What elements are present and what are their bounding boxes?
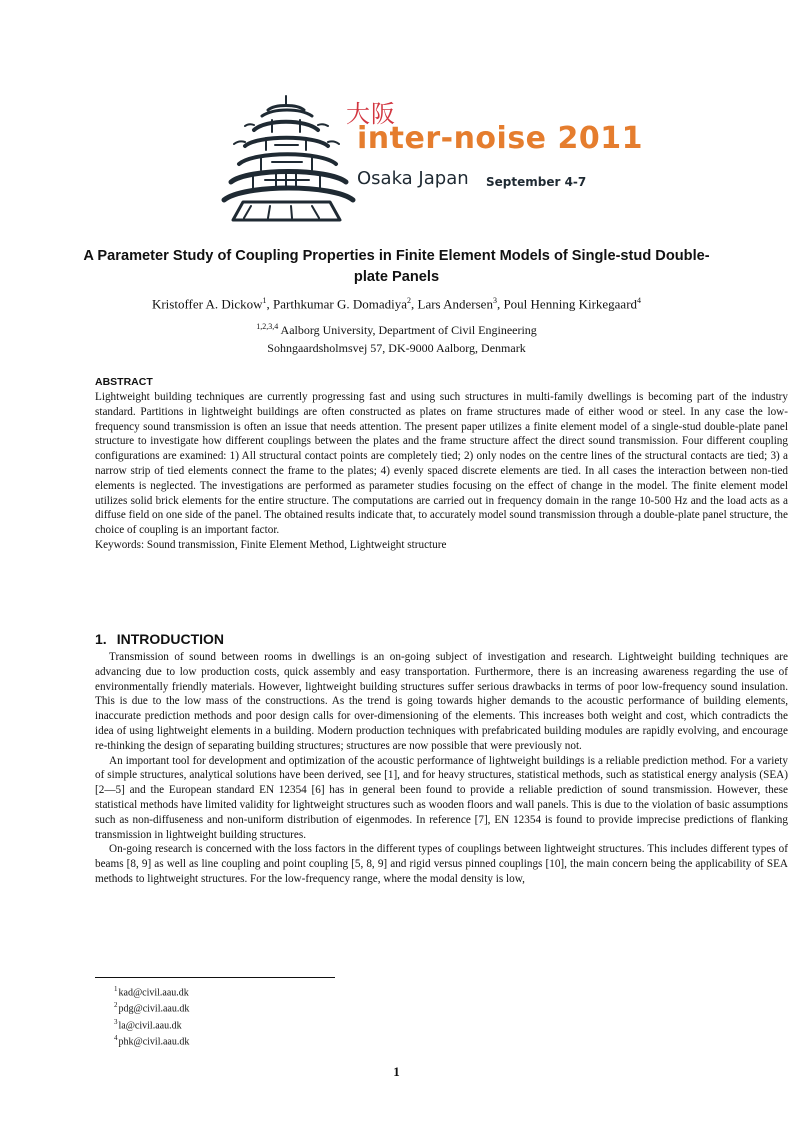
author-name: Kristoffer A. Dickow [151, 296, 263, 312]
affiliation-line-2: Sohngaardsholmsvej 57, DK-9000 Aalborg, Denmark [267, 341, 526, 355]
footnote [114, 1032, 189, 1048]
introduction-paragraph: Transmission of sound between rooms in dwellings is an on-going subject of investigation and research. Lightweight building techniques are advancing due to low production costs, quick assembly and easy transportation. Furthermore, there is an increasing awareness regarding the use of environmentally friendly materials. However, lightweight building structures suffer serious drawbacks in terms of poor low-frequency sound insulation. This is due to the low mass of the constructions. As the trend is going towards higher demands to the acoustic performance of building elements, inaccurate prediction methods and poor design calls for over-dimensioning of the elements. This increases both weight and cost, which contradicts the idea of using lightweight elements in a building. Modern production techniques with prefabricated building modules are rapidly evolving, and encourage re-thinking the design of separating building structures; structures are now possible that were previously not. [95, 651, 788, 752]
section-heading [95, 632, 224, 646]
author-name: Poul Henning Kirkegaard [503, 296, 638, 312]
conference-brand: inter-noise 2011 [357, 121, 643, 156]
conference-dates: September 4-7 [486, 175, 587, 189]
author-name: Lars Andersen [417, 296, 493, 312]
author-line: Kristoffer A. Dickow$^1$, Parthkumar G. Domadiya$^2$, Lars Andersen$^3$, Poul Henning Kirkegaard$^4$ [151, 296, 642, 312]
paper-title: A Parameter Study of Coupling Properties in Finite Element Models of Single-stud Double-plate Panels [83, 248, 710, 285]
footnote-email: pdg@civil.aau.dk [118, 1003, 190, 1015]
page-number: 1 [393, 1064, 400, 1079]
abstract-heading: ABSTRACT [95, 376, 153, 388]
footnote-marker: 4 [114, 1033, 118, 1042]
affiliation-block [0, 318, 793, 357]
affiliation-line-1: Aalborg University, Department of Civil Engineering [280, 323, 537, 337]
footnote-divider [95, 977, 335, 978]
footnote-email: phk@civil.aau.dk [118, 1036, 190, 1048]
section-title: INTRODUCTION [116, 631, 225, 647]
footnote-email: kad@civil.aau.dk [118, 987, 189, 999]
introduction-paragraph: On-going research is concerned with the loss factors in the different types of couplings between lightweight structures. This includes different types of beams [8, 9] as well as line coupling and point coupling [5, 8, 9] and rigid versus pinned couplings [10], the main concern being the applicability of SEA methods to lightweight structures. For the low-frequency range, where the modal density is low, [95, 843, 788, 885]
footnote-list [114, 983, 189, 1048]
footnote-email: la@civil.aau.dk [118, 1019, 182, 1031]
author-superscript: 3 [492, 296, 497, 305]
author-superscript: 2 [407, 296, 411, 305]
abstract-text: Lightweight building techniques are currently progressing fast and using such structures in multi-family dwellings is becoming part of the industry standard. Partitions in lightweight buildings are often constructed as plates on frame structures made of either wood or steel. In any case the low-frequency sound transmission is often an issue that needs attention. The present paper utilizes a finite element model of a single-stud double-plate panel structure to investigate how different couplings between the plates and the frame structure affect the direct sound transmission. Four different coupling configurations are examined: 1) All structural contact points are completely tied; 2) only nodes on the centre lines of the structural contacts are tied; 3) a narrow strip of tied elements connect the frame to the plates; 4) evenly spaced discrete elements are tied. In all cases the interaction between non-tied elements is neglected. The investigations are performed as parameter studies focusing on the effect of change in the model. The finite element model utilizes solid brick elements for the entire structure. The computations are carried out in frequency domain in the range 10-500 Hz and the load acts as a diffuse field on one side of the panel. The obtained results indicate that, to accurately model sound transmission through a double-plate panel structure, the choice of coupling is an important factor. [95, 391, 788, 537]
section-number: 1. [95, 631, 107, 647]
footnote [114, 983, 189, 999]
footnote-marker: 1 [114, 985, 118, 993]
osaka-castle-icon [214, 90, 359, 235]
footnote-marker: 3 [114, 1017, 118, 1026]
keywords-line: Keywords: Sound transmission, Finite Element Method, Lightweight structure [95, 538, 447, 551]
footnote [114, 1016, 189, 1032]
author-name: Parthkumar G. Domadiya [273, 296, 407, 312]
affiliation-superscript: 1,2,3,4 [256, 322, 279, 331]
conference-logo [214, 90, 643, 240]
author-superscript: 1 [262, 296, 267, 305]
introduction-paragraph: An important tool for development and optimization of the acoustic performance of lightweight buildings is a reliable prediction method. For a variety of simple structures, analytical solutions have been derived, see [1], and for heavy structures, statistical methods, such as statistical energy analysis (SEA) [2—5] and the European standard EN 12354 [6] has in general been found to provide a reliable prediction of sound transmission. However, these statistical methods have limited validity for lightweight structures such as wooden floors and wall panels. This is due to the violation of basic assumptions such as non-diffuseness and non-uniform distribution of eigenmodes. In reference [7], EN 12354 is found to provide imprecise predictions of flanking transmission in lightweight building structures. [95, 754, 788, 841]
conference-kanji: 大阪 [346, 100, 396, 128]
footnote [114, 999, 189, 1015]
conference-location: Osaka Japan [357, 168, 469, 189]
author-superscript: 4 [637, 296, 642, 305]
introduction-section [95, 650, 788, 887]
footnote-marker: 2 [114, 1001, 118, 1010]
abstract-block [95, 390, 788, 553]
